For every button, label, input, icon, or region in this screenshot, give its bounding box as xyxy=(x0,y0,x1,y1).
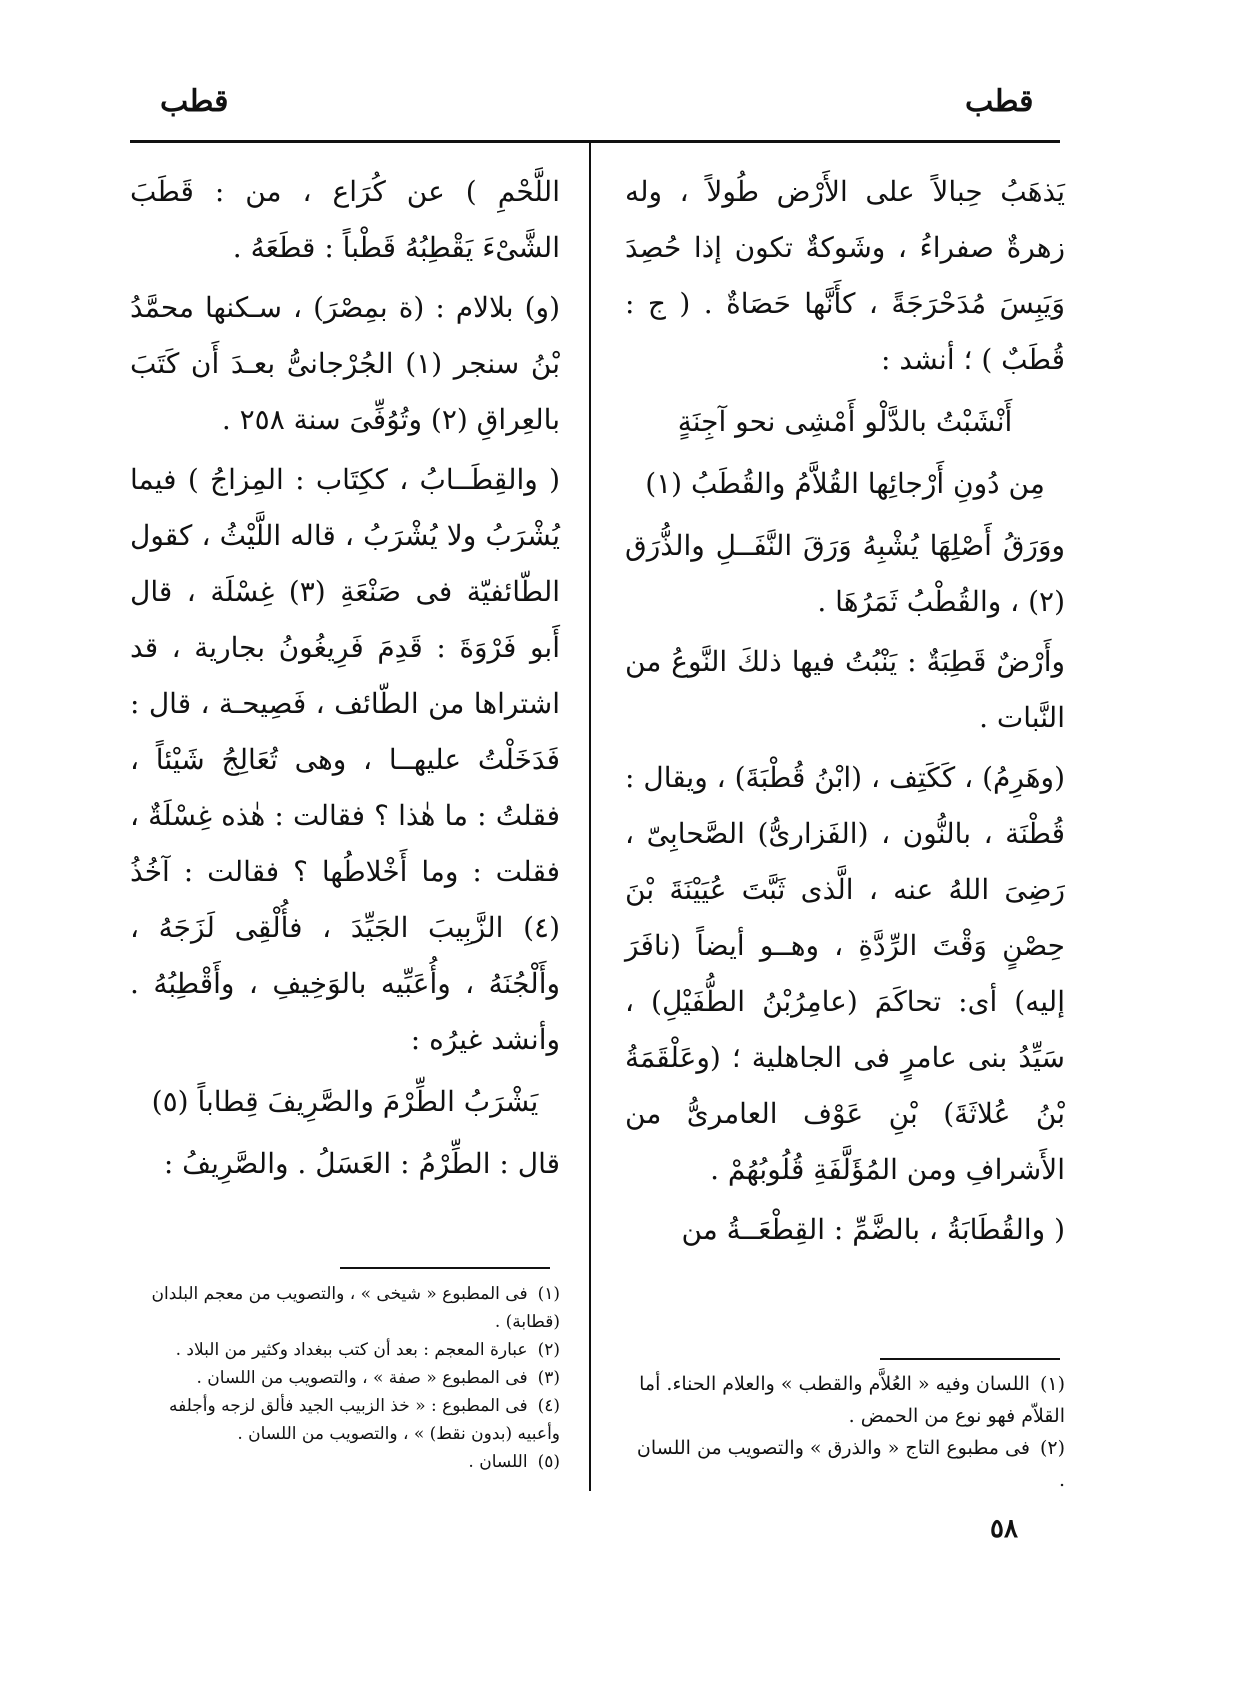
page-number: ٥٨ xyxy=(990,1514,1018,1544)
footnotes-right xyxy=(625,1368,1065,1496)
paragraph: ووَرَقُ أَصْلِهَا يُشْبِهُ وَرَقَ النَّفَــلِ والذُّرَق (٢) ، والقُطْبُ ثَمَرُهَا . xyxy=(625,529,1065,618)
footnote-number: (١) xyxy=(1039,1373,1065,1395)
footnote-number: (٢) xyxy=(1039,1437,1065,1459)
footnote-text: فى المطبوع : « خذ الزبيب الجيد فألق لزجه وأجلفه وأعبيه (بدون نقط) » ، والتصويب من اللسان . xyxy=(168,1396,560,1444)
footnote-number: (٣) xyxy=(537,1368,560,1388)
footnote-text: فى المطبوع « صفة » ، والتصويب من اللسان . xyxy=(196,1368,528,1388)
column-divider xyxy=(589,143,591,1491)
paragraph: ( والقُطَابَةُ ، بالضَّمِّ : القِطْعَــةُ من xyxy=(681,1213,1065,1246)
footnote xyxy=(130,1364,560,1392)
header-left-word: قطب xyxy=(160,84,229,119)
paragraph: يَذهَبُ حِبالاً على الأَرْض طُولاً ، وله زهرةٌ صفراءُ ، وشَوكةٌ تكون إذا حُصِدَ وَيَبِسَ مُدَحْرَجَةً ، كأَنَّها حَصَاةٌ . ( ج : قُطَبٌ ) ؛ أنشد : xyxy=(625,175,1065,376)
paragraph: (وهَرِمُ) ، كَكَتِف ، (ابْنُ قُطْبَةَ) ، ويقال : قُطْنَة ، بالنُّون ، (الفَزارىُّ) الصَّحابِىّ ، رَضِىَ اللهُ عنه ، الَّذى ثَبَّتَ عُيَيْنَةَ بْنَ حِصْنٍ وَقْتَ الرِّدَّةِ ، وهــو أيضاً (نافَرَ إليه) أى: تحاكَمَ (عامِرُبْنُ الطُّفَيْلِ) ، سَيِّدُ بنى عامرٍ فى الجاهلية ؛ (وعَلْقَمَةُ بْنُ عُلاثَةَ) بْنِ عَوْف العامرىُّ من الأَشرافِ ومن المُؤَلَّفَةِ قُلُوبُهُمْ . xyxy=(625,761,1065,1186)
verse-line: أَنْشَبْتُ بالدَّلْو أَمْشِى نحو آجِنَةٍ xyxy=(677,405,1013,438)
footnote-text: عبارة المعجم : بعد أن كتب ببغداد وكثير من البلاد . xyxy=(175,1340,528,1360)
footnote-number: (١) xyxy=(537,1284,560,1304)
paragraph: قال : الطِّرْمُ : العَسَلُ . والصَّرِيفُ : xyxy=(163,1147,560,1180)
paragraph: وأَرْضٌ قَطِبَةٌ : يَنْبُتُ فيها ذلكَ النَّوعُ من النَّبات . xyxy=(625,645,1065,734)
header-right-word: قطب xyxy=(965,84,1034,119)
footnote xyxy=(625,1368,1065,1432)
right-column xyxy=(625,160,1065,1258)
paragraph: (و) بلالام : (ة بمِصْرَ) ، سـكنها محمَّدُ بْنُ سنجر (١) الجُرْجانىُّ بعـدَ أَن كَتَبَ بالعِراقِ (٢) وتُوُفِّىَ سنة ٢٥٨ . xyxy=(130,291,560,436)
header-rule xyxy=(130,140,1060,143)
left-column xyxy=(130,160,560,1192)
footnote-rule-left xyxy=(340,1267,550,1269)
footnote xyxy=(130,1392,560,1448)
footnote xyxy=(130,1448,560,1476)
verse-line: يَشْرَبُ الطِّرْمَ والصَّرِيفَ قِطاباً (٥) xyxy=(151,1085,539,1118)
paragraph: اللَّحْمِ ) عن كُرَاع ، من : قَطَبَ الشَّىْءَ يَقْطِبُهُ قَطْباً : قطَعَهُ . xyxy=(130,175,560,264)
footnote-text: فى المطبوع « شيخى » ، والتصويب من معجم البلدان (قطابة) . xyxy=(151,1284,560,1332)
footnote-text: اللسان وفيه « العُلاَّم والقطب » والعلام الحناء. أما القلاّم فهو نوع من الحمض . xyxy=(639,1373,1065,1427)
footnote-text: اللسان . xyxy=(468,1452,528,1472)
footnote xyxy=(625,1432,1065,1496)
footnote-text: فى مطبوع التاج « والذرق » والتصويب من اللسان . xyxy=(636,1437,1065,1491)
footnote-rule-right xyxy=(880,1358,1060,1360)
verse-line: مِن دُونِ أَرْجائِها القُلاَّمُ والقُطَبُ (١) xyxy=(645,467,1045,500)
footnote xyxy=(130,1280,560,1336)
footnote-number: (٢) xyxy=(537,1340,560,1360)
footnote-number: (٥) xyxy=(537,1452,560,1472)
footnote xyxy=(130,1336,560,1364)
footnotes-left xyxy=(130,1280,560,1476)
footnote-number: (٤) xyxy=(537,1396,560,1416)
paragraph: ( والقِطَــابُ ، ككِتَاب : المِزاجُ ) فيما يُشْرَبُ ولا يُشْرَبُ ، قاله اللَّيْثُ ، كقول الطّائفيّة فى صَنْعَةِ (٣) غِسْلَة ، قال أَبو فَرْوَةَ : قَدِمَ فَرِيغُونُ بجارية ، قد اشتراها من الطّائف ، فَصِيحـة ، قال : فَدَخَلْتُ عليهــا ، وهى تُعَالِجُ شَيْئاً ، فقلتُ : ما هٰذا ؟ فقالت : هٰذه غِسْلَةٌ ، فقلت : وما أَخْلاطُها ؟ فقالت : آخُذُ (٤) الزَّبِيبَ الجَيِّدَ ، فأُلْقِى لَزَجَهُ ، وأَلْجُنَهُ ، وأُعَبِّيه بالوَخِيفِ ، وأَقْطِبُهُ . وأنشد غيرُه : xyxy=(130,463,560,1056)
